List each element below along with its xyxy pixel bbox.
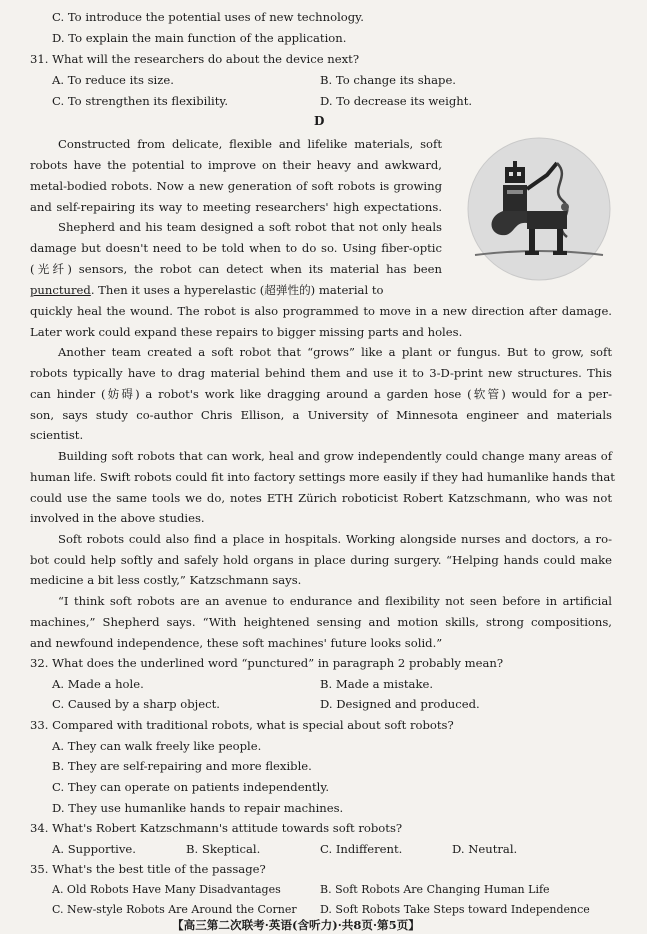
p6-line-3: and newfound independence, these soft machines' future looks solid.” [30,636,443,650]
p5-line-1: Soft robots could also find a place in hospitals. Working alongside nurses and doctors, a ro- [58,532,612,546]
p2-line-3: (光纤) sensors, the robot can detect when its material has been [30,262,442,276]
p1-line-2: robots have the potential to improve on their heavy and awkward, [30,158,442,172]
p4-line-4: involved in the above studies. [30,511,205,525]
p1-line-1: Constructed from delicate, flexible and lifelike materials, soft [58,137,442,151]
q32-option-b: B. Made a mistake. [320,677,434,691]
q31-option-c: C. To strengthen its flexibility. [52,94,229,108]
q32-option-a: A. Made a hole. [52,677,144,691]
q35-stem: 35. What's the best title of the passage? [30,862,266,876]
q30-option-c: C. To introduce the potential uses of new technology. [52,10,364,24]
q33-stem: 33. Compared with traditional robots, what is special about soft robots? [30,718,454,732]
q35-option-a: A. Old Robots Have Many Disadvantages [52,883,281,896]
q35-option-d: D. Soft Robots Take Steps toward Independence [320,903,590,916]
p1-line-4: and self-repairing its way to meeting researchers' high expectations. [30,200,442,214]
q34-option-d: D. Neutral. [452,842,518,856]
p4-line-1: Building soft robots that can work, heal and grow independently could change many areas of [58,449,612,463]
p2-line-2: damage but doesn't need to be told when to do so. Using fiber-optic [30,241,442,255]
q34-option-a: A. Supportive. [52,842,136,856]
p3-line-5: scientist. [30,428,84,442]
q31-stem: 31. What will the researchers do about the device next? [30,52,360,66]
q34-option-b: B. Skeptical. [186,842,261,856]
p6-line-1: “I think soft robots are an avenue to endurance and flexibility not seen before in artificial [58,594,612,608]
p3-line-2: robots typically have to drag material behind them and use it to 3-D-print new structures. This [30,366,612,380]
p2-line-4 [30,283,442,297]
q35-option-c: C. New-style Robots Are Around the Corner [52,903,297,916]
p3-line-1: Another team created a soft robot that “grows” like a plant or fungus. But to grow, soft [58,345,612,359]
p2-line-6: Later work could expand these repairs to bigger missing parts and holes. [30,325,463,339]
soft-robot-illustration-icon [467,137,611,281]
q31-option-b: B. To change its shape. [320,73,456,87]
q32-option-c: C. Caused by a sharp object. [52,697,220,711]
p3-line-4: son, says study co-author Chris Ellison, a University of Minnesota engineer and materials [30,408,612,422]
q31-option-a: A. To reduce its size. [52,73,174,87]
p5-line-2: bot could help softly and safely hold organs in place during surgery. “Helping hands could make [30,553,612,567]
p2-line-5: quickly heal the wound. The robot is also programmed to move in a new direction after damage. [30,304,612,318]
q34-stem: 34. What's Robert Katzschmann's attitude towards soft robots? [30,821,403,835]
q35-option-b: B. Soft Robots Are Changing Human Life [320,883,550,896]
p3-line-3: can hinder (妨碍) a robot's work like dragging around a garden hose (软管) would for a per- [30,387,612,401]
q33-option-c: C. They can operate on patients independently. [52,780,330,794]
q32-stem: 32. What does the underlined word “punctured” in paragraph 2 probably mean? [30,656,504,670]
p2-line-4-rest: . Then it uses a hyperelastic (超弹性的) material to [90,283,384,297]
q33-option-b: B. They are self-repairing and more flexible. [52,759,312,773]
q30-option-d: D. To explain the main function of the application. [52,31,347,45]
q33-option-d: D. They use humanlike hands to repair machines. [52,801,344,815]
q33-option-a: A. They can walk freely like people. [52,739,262,753]
p5-line-3: medicine a bit less costly,” Katzschmann says. [30,573,302,587]
q34-option-c: C. Indifferent. [320,842,403,856]
p4-line-3: could use the same tools we do, notes ETH Zürich roboticist Robert Katzschmann, who was not [30,491,612,505]
section-heading: D [314,114,325,128]
underlined-word: punctured [30,283,91,297]
q31-option-d: D. To decrease its weight. [320,94,473,108]
p4-line-2: human life. Swift robots could fit into factory settings more easily if they had humanlike hands that [30,470,615,484]
page-footer: 【高三第二次联考·英语(含听力)·共8页·第5页】 [172,918,420,932]
q32-option-d: D. Designed and produced. [320,697,480,711]
p2-line-1: Shepherd and his team designed a soft robot that not only heals [58,220,442,234]
p6-line-2: machines,” Shepherd says. “With heightened sensing and motion skills, strong compositions, [30,615,612,629]
p1-line-3: metal-bodied robots. Now a new generation of soft robots is growing [30,179,442,193]
